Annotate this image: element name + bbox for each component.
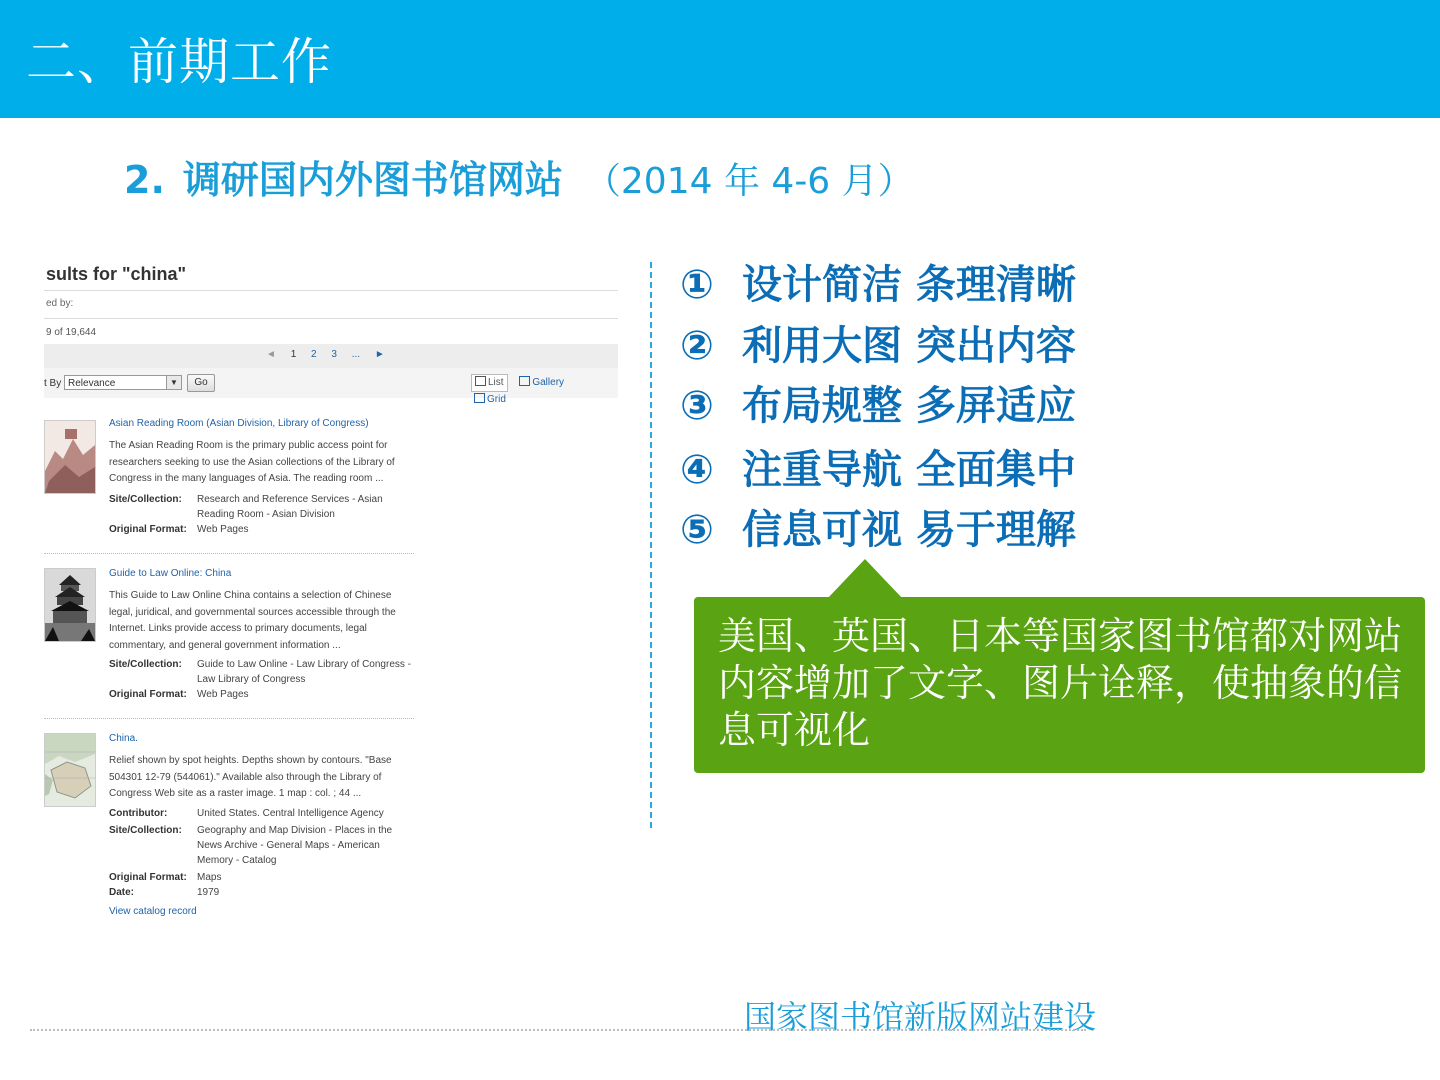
gallery-icon	[519, 376, 530, 386]
thumbnail-image[interactable]	[44, 568, 96, 642]
section-subtitle	[124, 154, 914, 210]
divider	[44, 318, 618, 319]
feature-number: ②	[680, 323, 714, 369]
meta-value: Web Pages	[197, 524, 249, 535]
result-meta	[109, 806, 415, 900]
meta-value: United States. Central Intelligence Agency	[197, 808, 384, 819]
result-title-link[interactable]: China.	[109, 733, 138, 744]
vertical-divider	[650, 262, 652, 828]
result-title-link[interactable]: Asian Reading Room (Asian Division, Library of Congress)	[109, 418, 369, 429]
meta-value: Research and Reference Services - Asian Reading Room - Asian Division	[197, 494, 383, 520]
grid-view-label: Grid	[487, 394, 506, 405]
sorted-label: ed by:	[46, 298, 74, 309]
meta-key: Site/Collection:	[109, 494, 182, 505]
prev-page-icon[interactable]: ◄	[266, 349, 276, 360]
meta-value: 1979	[197, 887, 220, 898]
meta-value: Maps	[197, 872, 222, 883]
subtitle-date: （2014 年 4-6 月）	[584, 161, 914, 202]
list-item	[44, 418, 424, 548]
grid-icon	[474, 393, 485, 403]
gallery-view-button[interactable]	[516, 375, 567, 391]
meta-key: Site/Collection:	[109, 825, 182, 836]
thumbnail-image[interactable]	[44, 733, 96, 807]
feature-text: 设计简洁 条理清晰	[742, 262, 1076, 308]
grid-view-button[interactable]	[471, 392, 509, 408]
footer-title: 国家图书馆新版网站建设	[744, 998, 1097, 1036]
meta-key: Original Format:	[109, 872, 187, 883]
list-icon	[475, 376, 486, 386]
feature-number: ④	[680, 447, 714, 493]
header-bar	[0, 0, 1440, 118]
slide-title: 二、前期工作	[26, 33, 332, 91]
feature-text: 注重导航 全面集中	[742, 447, 1076, 493]
sort-label: t By	[44, 378, 62, 389]
view-catalog-link[interactable]: View catalog record	[109, 906, 197, 917]
list-item	[44, 733, 424, 933]
results-title: sults for "china"	[46, 264, 187, 284]
subtitle-text: 调研国内外图书馆网站	[182, 158, 563, 202]
thumbnail-image[interactable]	[44, 420, 96, 494]
pagination-bar	[44, 344, 618, 368]
result-count: 9 of 19,644	[46, 327, 97, 338]
go-button[interactable]: Go	[187, 374, 215, 392]
search-results-screenshot	[44, 258, 620, 933]
result-meta	[109, 657, 415, 702]
feature-item	[680, 319, 1076, 373]
sort-select[interactable]	[64, 375, 182, 390]
feature-text: 利用大图 突出内容	[742, 323, 1076, 369]
view-switcher	[471, 374, 618, 405]
meta-key: Contributor:	[109, 808, 168, 819]
list-item	[44, 568, 424, 708]
feature-number: ③	[680, 383, 714, 429]
page-link[interactable]: 2	[311, 349, 317, 360]
meta-key: Original Format:	[109, 689, 187, 700]
page-ellipsis: ...	[351, 349, 361, 360]
feature-item	[680, 379, 1076, 433]
meta-value: Geography and Map Division - Places in the News Archive - General Maps - American Memory - Catalog	[197, 825, 393, 866]
chevron-down-icon: ▼	[166, 376, 181, 389]
list-view-label: List	[488, 377, 504, 388]
meta-value: Guide to Law Online - Law Library of Congress - Law Library of Congress	[197, 659, 411, 685]
meta-key: Original Format:	[109, 524, 187, 535]
divider	[44, 290, 618, 291]
meta-value: Web Pages	[197, 689, 249, 700]
meta-key: Date:	[109, 887, 135, 898]
result-title-link[interactable]: Guide to Law Online: China	[109, 568, 232, 579]
feature-text: 布局规整 多屏适应	[742, 383, 1076, 429]
feature-item	[680, 503, 1076, 557]
list-view-button[interactable]	[471, 374, 508, 392]
pager	[266, 349, 397, 360]
result-description: Relief shown by spot heights. Depths shown by contours. "Base 504301 12-79 (544061)." Available also through the Library of Congress Web site as a raster image. 1 map : col. ; 44 ...	[109, 755, 392, 799]
page-link[interactable]: 3	[331, 349, 337, 360]
next-page-icon[interactable]: ►	[374, 349, 385, 360]
results-toolbar	[44, 368, 618, 405]
item-divider	[44, 718, 414, 719]
feature-item	[680, 258, 1076, 312]
footer-divider	[30, 1029, 1086, 1031]
item-divider	[44, 553, 414, 554]
result-description: This Guide to Law Online China contains a selection of Chinese legal, juridical, and governmental sources accessible through the Internet. Links provide access to primary documents, legal commentary, and general government information ...	[109, 590, 396, 651]
callout-text: 美国、英国、日本等国家图书馆都对网站内容增加了文字、图片诠释，使抽象的信息可视化	[718, 614, 1403, 752]
result-meta	[109, 492, 415, 537]
result-description: The Asian Reading Room is the primary public access point for researchers seeking to use the Asian collections of the Library of Congress in the many languages of Asia. The reading room ...	[109, 440, 395, 484]
gallery-view-label: Gallery	[532, 377, 565, 388]
feature-number: ⑤	[680, 507, 714, 553]
feature-number: ①	[680, 262, 714, 308]
sort-select-value: Relevance	[68, 378, 116, 389]
callout-pointer	[827, 559, 903, 599]
page-link[interactable]: 1	[290, 349, 297, 360]
feature-item	[680, 443, 1076, 497]
feature-text: 信息可视 易于理解	[742, 507, 1076, 553]
meta-key: Site/Collection:	[109, 659, 182, 670]
callout-box	[694, 597, 1425, 773]
subtitle-number: 2.	[124, 158, 165, 202]
